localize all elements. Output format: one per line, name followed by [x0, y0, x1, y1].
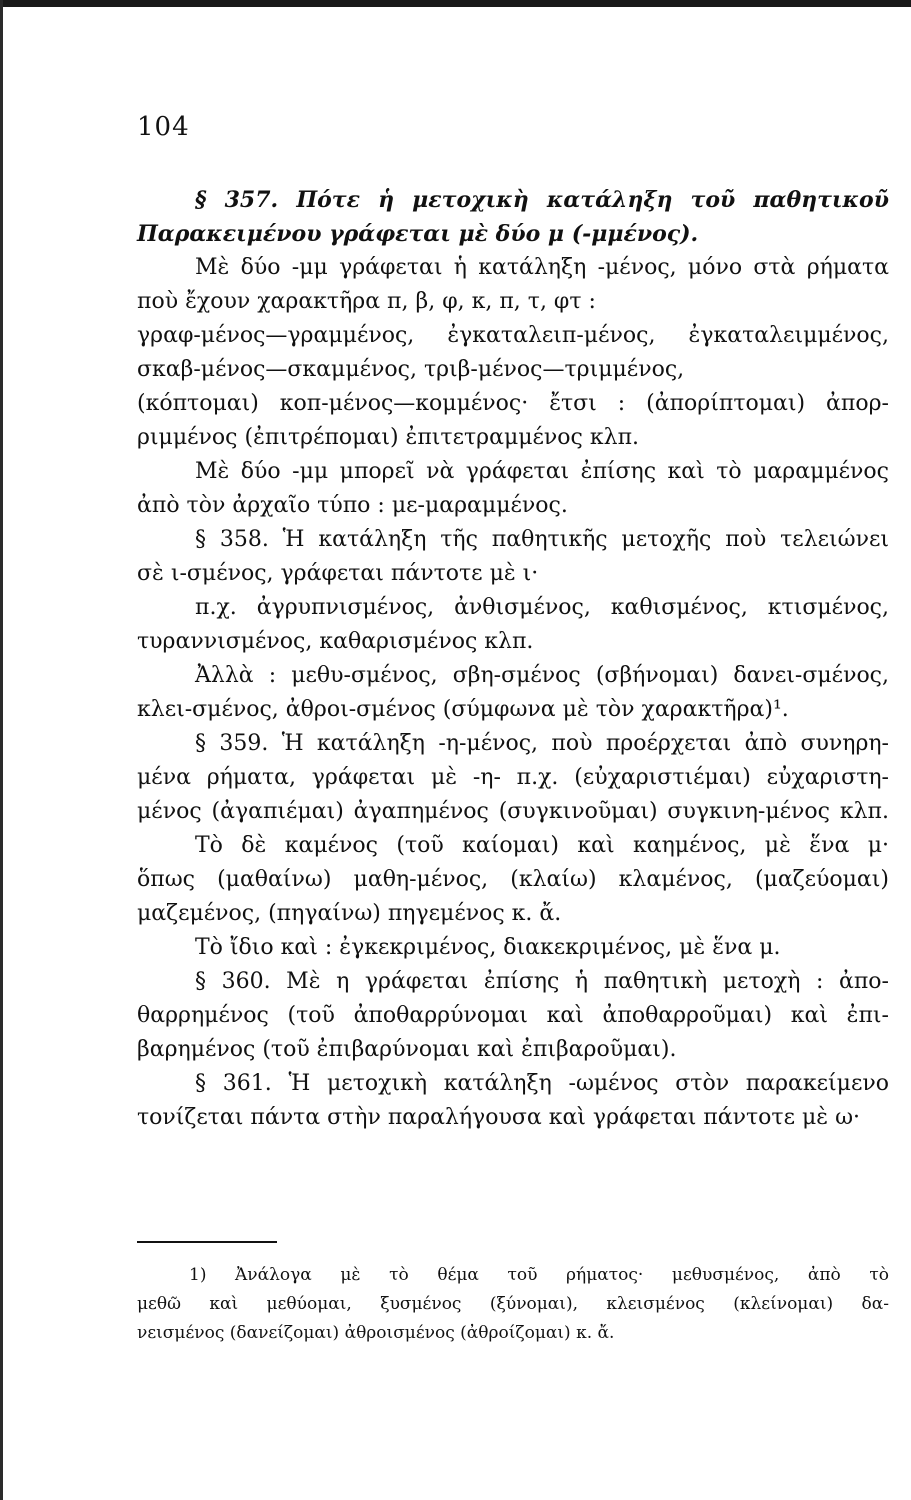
text-line: ποὺ ἔχουν χαρακτῆρα π, β, φ, κ, π, τ, φτ : [137, 289, 596, 314]
text-line: (κόπτομαι) κοπ-μένος—κομμένος· ἔτσι : (ἀπορίπτομαι) ἀπορ- [137, 391, 889, 416]
footnotes [137, 1261, 889, 1348]
text-line: σκαβ-μένος—σκαμμένος, τριβ-μένος—τριμμένος, [137, 357, 685, 382]
text-line: § 358. Ἡ κατάληξη τῆς παθητικῆς μετοχῆς ποὺ τελειώνει [195, 527, 889, 552]
text-line: τονίζεται πάντα στὴν παραλήγουσα καὶ γράφεται πάντοτε μὲ ω· [137, 1105, 861, 1130]
footnote-line: μεθῶ καὶ μεθύομαι, ξυσμένος (ξύνομαι), κλεισμένος (κλείνομαι) δα- [137, 1294, 889, 1314]
text-line: § 361. Ἡ μετοχικὴ κατάληξη -ωμένος στὸν παρακείμενο [195, 1071, 889, 1096]
text-line: Ἀλλὰ : μεθυ-σμένος, σβη-σμένος (σβήνομαι) δανει-σμένος, [195, 663, 889, 688]
page-scan-edge-left [0, 0, 3, 1500]
page-number: 104 [137, 112, 190, 142]
text-line: μαζεμένος, (πηγαίνω) πηγεμένος κ. ἄ. [137, 901, 562, 926]
text-line: θαρρημένος (τοῦ ἀποθαρρύνομαι καὶ ἀποθαρροῦμαι) καὶ ἐπι- [137, 1003, 889, 1028]
text-line: Μὲ δύο -μμ μπορεῖ νὰ γράφεται ἐπίσης καὶ τὸ μαραμμένος [195, 459, 889, 484]
text-line: σὲ ι-σμένος, γράφεται πάντοτε μὲ ι· [137, 561, 539, 586]
body-text [137, 183, 889, 1135]
text-line: π.χ. ἀγρυπνισμένος, ἀνθισμένος, καθισμένος, κτισμένος, [195, 595, 889, 620]
text-line: τυραννισμένος, καθαρισμένος κλπ. [137, 629, 534, 654]
text-line: Μὲ δύο -μμ γράφεται ἡ κατάληξη -μένος, μόνο στὰ ρήματα [195, 255, 889, 280]
footnote-rule [137, 1241, 277, 1243]
page-scan-edge-top [0, 0, 911, 7]
text-line: ὅπως (μαθαίνω) μαθη-μένος, (κλαίω) κλαμένος, (μαζεύομαι) [137, 867, 889, 892]
text-line: Τὸ δὲ καμένος (τοῦ καίομαι) καὶ καημένος, μὲ ἕνα μ· [195, 833, 889, 858]
text-line: Παρακειμένου γράφεται μὲ δύο μ (-μμένος). [137, 221, 699, 247]
text-line: μένα ρήματα, γράφεται μὲ -η- π.χ. (εὐχαριστιέμαι) εὐχαριστη- [137, 765, 889, 790]
text-line: γραφ-μένος—γραμμένος, ἐγκαταλειπ-μένος, ἐγκαταλειμμένος, [137, 323, 889, 348]
text-line: § 357. Πότε ἡ μετοχικὴ κατάληξη τοῦ παθητικοῦ [195, 187, 889, 213]
text-line: § 360. Μὲ η γράφεται ἐπίσης ἡ παθητικὴ μετοχὴ : ἀπο- [195, 969, 889, 994]
text-line: βαρημένος (τοῦ ἐπιβαρύνομαι καὶ ἐπιβαροῦμαι). [137, 1037, 677, 1062]
text-line: ἀπὸ τὸν ἀρχαῖο τύπο : με-μαραμμένος. [137, 493, 568, 518]
text-line: κλει-σμένος, ἀθροι-σμένος (σύμφωνα μὲ τὸν χαρακτῆρα)¹. [137, 697, 789, 722]
footnote-line: 1) Ἀνάλογα μὲ τὸ θέμα τοῦ ρήματος· μεθυσμένος, ἀπὸ τὸ [189, 1265, 889, 1285]
text-line: ριμμένος (ἐπιτρέπομαι) ἐπιτετραμμένος κλπ. [137, 425, 640, 450]
footnote-line: νεισμένος (δανείζομαι) ἀθροισμένος (ἀθροίζομαι) κ. ἄ. [137, 1323, 615, 1343]
text-line: § 359. Ἡ κατάληξη -η-μένος, ποὺ προέρχεται ἀπὸ συνηρη- [195, 731, 889, 756]
text-line: Τὸ ἴδιο καὶ : ἐγκεκριμένος, διακεκριμένος, μὲ ἕνα μ. [195, 935, 781, 960]
text-line: μένος (ἀγαπιέμαι) ἀγαπημένος (συγκινοῦμαι) συγκινη-μένος κλπ. [137, 799, 889, 824]
